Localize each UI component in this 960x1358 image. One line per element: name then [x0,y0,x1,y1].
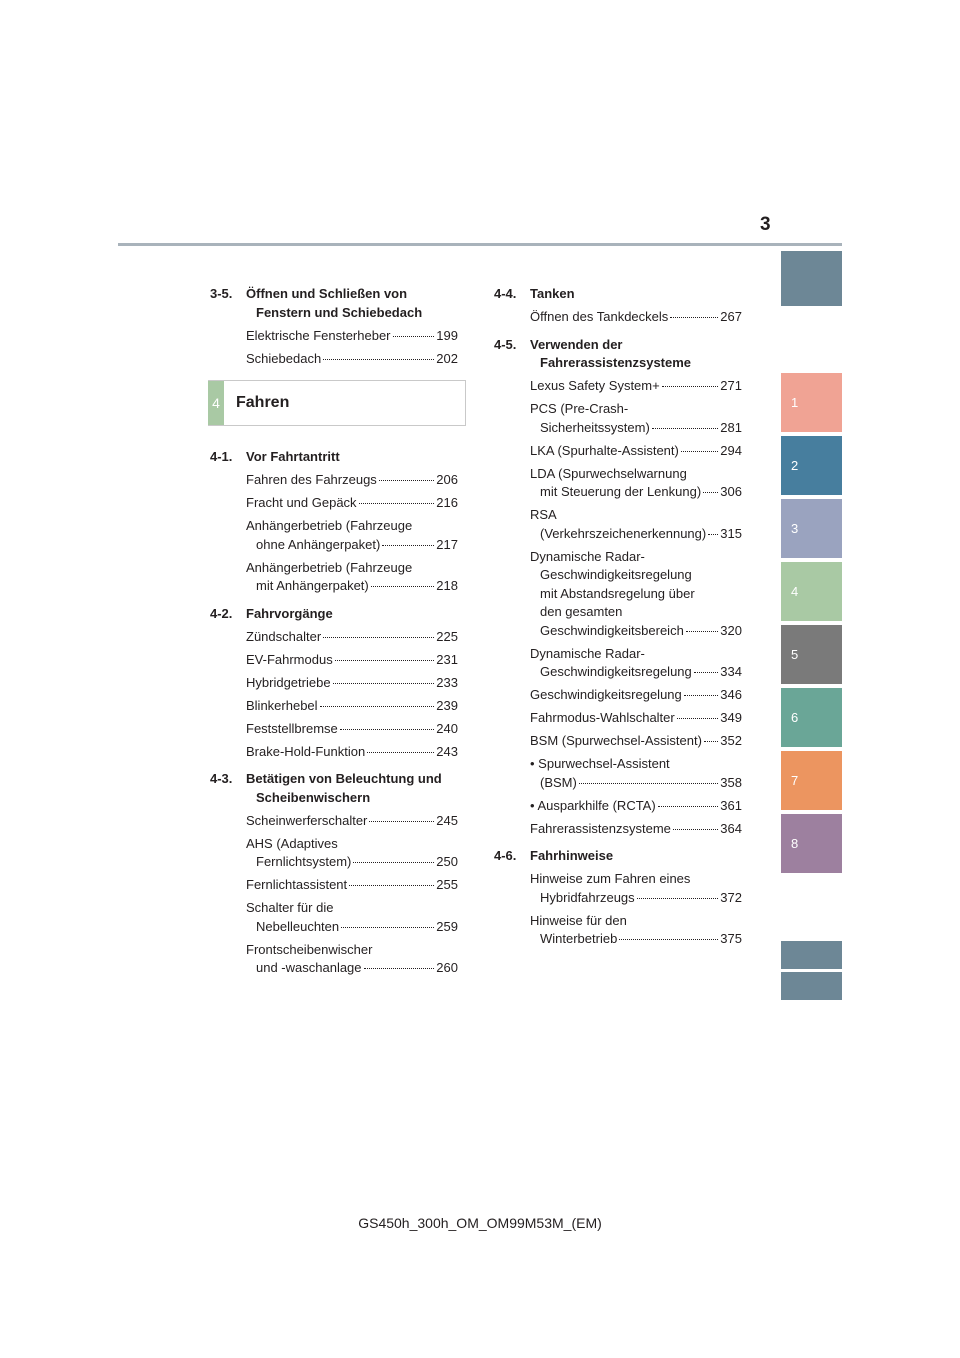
entry-page-number[interactable]: 306 [720,484,742,499]
toc-entry[interactable] [246,812,458,831]
entry-title-line: Geschwindigkeitsbereich [540,622,684,638]
chapter-tab-7[interactable] [781,751,842,810]
entry-title-line: BSM (Spurwechsel-Assistent) [530,733,702,748]
entry-title-line: den gesamten [540,604,623,619]
entry-title-line: Schalter für die [246,900,334,915]
dot-leader [359,503,435,504]
chapter-tab-2[interactable] [781,436,842,495]
dot-leader [579,783,718,784]
entry-title-line: ohne Anhängerpaket) [256,536,381,552]
toc-entry[interactable] [246,835,458,872]
entry-title-line: mit Anhängerpaket) [256,578,369,593]
entry-title-line: Blinkerhebel [246,697,318,713]
chapter-tab-4[interactable] [781,562,842,621]
toc-entry[interactable] [530,506,742,543]
chapter-tab-label: 4 [791,584,799,599]
entry-page-number[interactable]: 240 [436,720,458,736]
toc-section [210,770,458,978]
chapter-tab-5[interactable] [781,625,842,684]
entry-title-line: LDA (Spurwechselwarnung [530,465,687,481]
toc-entry[interactable] [530,465,742,502]
dot-leader [379,480,435,481]
toc-entry[interactable] [530,686,742,705]
entry-title-line: mit Abstandsregelung über [540,585,695,601]
entry-page-number[interactable]: 364 [720,820,742,836]
section-number: 4-1. [210,449,233,464]
entry-page-number[interactable]: 281 [720,419,742,435]
entry-page-number[interactable]: 260 [436,960,458,975]
toc-entry[interactable] [246,494,458,513]
entry-page-number[interactable]: 243 [436,743,458,759]
entry-page-number[interactable]: 218 [436,578,458,593]
entry-title-line: RSA [530,507,557,522]
dot-leader [670,317,718,318]
chapter-tab-label: 1 [791,395,799,410]
toc-entry[interactable] [246,350,458,369]
toc-left-column [210,285,458,978]
dot-leader [369,821,434,822]
toc-entry[interactable] [530,870,742,907]
entry-title-line: und -waschanlage [256,960,362,975]
chapter-tab-blank[interactable] [781,972,842,1000]
chapter-tab-6[interactable] [781,688,842,747]
dot-leader [681,451,718,452]
chapter-tab-blank[interactable] [781,941,842,969]
page-number: 3 [760,214,771,235]
entry-title-line: Fernlichtassistent [246,877,348,892]
toc-entry[interactable] [530,442,742,461]
entry-page-number[interactable]: 239 [436,697,458,713]
toc-entry[interactable] [530,820,742,839]
entry-page-number[interactable]: 233 [436,674,458,690]
dot-leader [341,927,434,928]
entry-page-number[interactable]: 372 [720,889,742,905]
section-number: 4-5. [494,336,517,352]
section-title: Fahrvorgänge [246,605,333,621]
dot-leader [637,898,719,899]
section-title: Verwenden der Fahrerassistenzsysteme [530,336,692,370]
entry-title-line: Fahrerassistenzsysteme [530,820,671,836]
dot-leader [652,428,718,429]
entry-title-line: AHS (Adaptives [246,835,338,851]
dot-leader [320,706,435,707]
chapter-tab-label: 5 [791,647,799,662]
section-number: 4-3. [210,771,233,786]
dot-leader [367,752,434,753]
dot-leader [353,862,434,863]
dot-leader [323,637,434,638]
toc-entry[interactable] [530,377,742,396]
entry-title-line: Lexus Safety System+ [530,378,660,393]
toc-entry[interactable] [246,517,458,554]
toc-entry[interactable] [246,651,458,670]
entry-title-line: Fahren des Fahrzeugs [246,472,377,487]
dot-leader [658,806,719,807]
entry-title-line: Winterbetrieb [540,931,618,946]
entry-title-line: Geschwindigkeitsregelung [530,687,682,702]
entry-title-line: Fernlichtsystem) [256,854,352,869]
document-footer: GS450h_300h_OM_OM99M53M_(EM) [358,1215,602,1231]
entry-title-line: • Spurwechsel-Assistent [530,756,670,771]
toc-section [210,448,458,596]
entry-page-number[interactable]: 245 [436,812,458,828]
entry-title-line: Hybridfahrzeugs [540,889,635,905]
entry-page-number[interactable]: 217 [436,536,458,552]
dot-leader [684,695,719,696]
entry-title-line: Zündschalter [246,628,322,644]
entry-page-number[interactable]: 231 [436,651,458,667]
chapter-number: 4 [208,381,224,425]
chapter-title: Fahren [236,393,290,411]
dot-leader [673,829,718,830]
dot-leader [704,741,718,742]
entry-title-line: Scheinwerferschalter [246,812,368,828]
toc-section [210,285,458,368]
entry-title-line: Öffnen des Tankdeckels [530,309,669,324]
entry-title-line: Sicherheitssystem) [540,419,650,435]
toc-entry[interactable] [530,400,742,437]
toc-entry[interactable] [530,755,742,792]
entry-title-line: Elektrische Fensterheber [246,327,391,343]
entry-page-number[interactable]: 199 [436,327,458,343]
toc-entry[interactable] [530,797,742,816]
dot-leader [662,386,719,387]
entry-title-line: Dynamische Radar- [530,645,645,661]
dot-leader [371,586,435,587]
chapter-tab-8[interactable] [781,814,842,873]
entry-page-number[interactable]: 250 [436,854,458,869]
section-title: Vor Fahrtantritt [246,449,340,464]
dot-leader [703,492,718,493]
toc-entry[interactable] [530,308,742,327]
entry-title-line: PCS (Pre-Crash- [530,401,629,416]
toc-right-column [494,285,742,949]
entry-title-line: Brake-Hold-Funktion [246,743,366,759]
entry-title-line: Nebelleuchten [256,918,340,934]
entry-title-line: Geschwindigkeitsregelung [540,567,692,582]
dot-leader [686,631,719,632]
section-number: 4-6. [494,848,517,863]
entry-title-line: Hybridgetriebe [246,674,331,690]
chapter-tab-label: 7 [791,773,799,788]
section-title: Fahrhinweise [530,848,614,863]
entry-page-number[interactable]: 375 [720,931,742,946]
section-title: Betätigen von Beleuchtung und Scheibenwischern [246,771,442,805]
dot-leader [349,885,434,886]
section-title: Öffnen und Schließen von Fenstern und Schiebedach [246,286,423,320]
entry-title-line: Anhängerbetrieb (Fahrzeuge [246,559,413,575]
entry-title-line: Schiebedach [246,350,322,366]
entry-title-line: EV-Fahrmodus [246,651,333,667]
chapter-tab-label: 3 [791,521,799,536]
dot-leader [340,729,435,730]
toc-entry[interactable] [246,743,458,762]
section-number: 3-5. [210,286,233,301]
dot-leader [708,534,718,535]
toc-section [494,847,742,949]
chapter-tab-label: 8 [791,836,799,851]
dot-leader [364,968,435,969]
dot-leader [323,359,434,360]
toc-entry[interactable] [246,720,458,739]
toc-entry[interactable] [246,327,458,346]
entry-page-number[interactable]: 349 [720,710,742,725]
entry-title-line: Fahrmodus-Wahlschalter [530,710,675,725]
toc-section [494,285,742,327]
entry-title-line: (BSM) [540,774,577,790]
entry-title-line: Dynamische Radar- [530,548,645,564]
entry-page-number[interactable]: 206 [436,472,458,487]
entry-title-line: mit Steuerung der Lenkung) [540,484,702,499]
section-title: Tanken [530,286,575,301]
entry-title-line: Hinweise zum Fahren eines [530,871,691,886]
entry-title-line: LKA (Spurhalte-Assistent) [530,442,679,458]
toc-entry[interactable] [246,876,458,895]
section-number: 4-2. [210,605,233,621]
entry-page-number[interactable]: 255 [436,877,458,892]
chapter-tab-1[interactable] [781,373,842,432]
toc-entry[interactable] [530,645,742,682]
entry-page-number[interactable]: 320 [720,622,742,638]
toc-entry[interactable] [246,674,458,693]
entry-title-line: • Ausparkhilfe (RCTA) [530,797,656,813]
entry-title-line: (Verkehrszeichenerkennung) [540,525,707,541]
entry-page-number[interactable]: 225 [436,628,458,644]
chapter-heading [208,380,466,426]
chapter-tab-label: 6 [791,710,799,725]
toc-entry[interactable] [530,548,742,641]
entry-page-number[interactable]: 346 [720,687,742,702]
toc-entry[interactable] [530,709,742,728]
entry-title-line: Fracht und Gepäck [246,495,357,510]
entry-page-number[interactable]: 267 [720,309,742,324]
dot-leader [619,939,718,940]
toc-entry[interactable] [530,732,742,751]
toc-section [210,605,458,762]
entry-title-line: Hinweise für den [530,912,627,928]
entry-page-number[interactable]: 294 [720,442,742,458]
section-number: 4-4. [494,286,517,301]
dot-leader [333,683,435,684]
entry-page-number[interactable]: 216 [436,495,458,510]
toc-entry[interactable] [246,899,458,936]
entry-title-line: Geschwindigkeitsregelung [540,664,692,679]
entry-page-number[interactable]: 271 [720,378,742,393]
entry-page-number[interactable]: 202 [436,350,458,366]
toc-entry[interactable] [246,471,458,490]
entry-page-number[interactable]: 259 [436,918,458,934]
toc-entry[interactable] [530,912,742,949]
dot-leader [393,336,435,337]
entry-title-line: Anhängerbetrieb (Fahrzeuge [246,518,413,533]
dot-leader [382,545,434,546]
dot-leader [677,718,719,719]
chapter-tab-blank[interactable] [781,251,842,306]
dot-leader [694,672,719,673]
entry-page-number[interactable]: 315 [720,525,742,541]
toc-entry[interactable] [246,697,458,716]
entry-page-number[interactable]: 361 [720,797,742,813]
entry-page-number[interactable]: 358 [720,774,742,790]
header-rule [118,243,842,246]
entry-page-number[interactable]: 334 [720,664,742,679]
toc-entry[interactable] [246,941,458,978]
chapter-tab-label: 2 [791,458,799,473]
chapter-tab-3[interactable] [781,499,842,558]
toc-entry[interactable] [246,559,458,596]
entry-page-number[interactable]: 352 [720,733,742,748]
toc-section [494,336,742,839]
toc-entry[interactable] [246,628,458,647]
dot-leader [335,660,435,661]
entry-title-line: Feststellbremse [246,720,338,736]
entry-title-line: Frontscheibenwischer [246,941,373,957]
